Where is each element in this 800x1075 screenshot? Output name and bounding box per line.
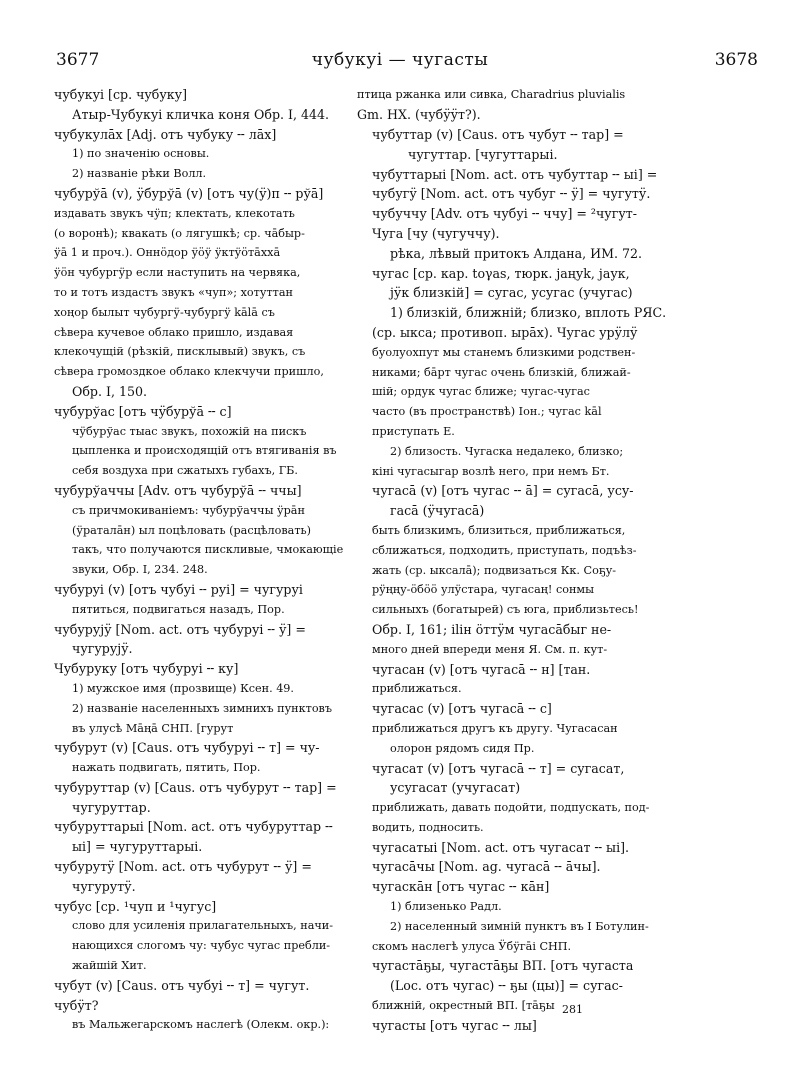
dictionary-line: чугаскāн [отъ чугас ╌ кāн] bbox=[372, 879, 550, 895]
page-number-right: 3678 bbox=[714, 50, 758, 70]
dictionary-line: чугасатыі [Nom. act. отъ чугасат ╌ ыі]. bbox=[372, 839, 630, 855]
signature-number: 281 bbox=[562, 1003, 583, 1016]
dictionary-line: Обр. I, 150. bbox=[72, 383, 147, 399]
dictionary-line: чугастāҕы, чугастāҕы ВП. [отъ чугаста bbox=[372, 958, 634, 974]
dictionary-line: кіні чугасыгар возлѣ него, при немъ Бт. bbox=[372, 464, 610, 478]
dictionary-line: приближаться. bbox=[372, 682, 462, 696]
dictionary-line: чубус [ср. ¹чуп и ¹чугус] bbox=[54, 898, 217, 914]
dictionary-line: 2) близость. Чугаска недалеко, близко; bbox=[390, 444, 624, 458]
running-head: чубукуі — чугасты bbox=[311, 50, 489, 70]
dictionary-line: въ Мальжегарскомъ наслегѣ (Олекм. окр.): bbox=[72, 1018, 330, 1032]
dictionary-line: ӱā 1 и проч.). Оннӧдор ӱӧӱ ӱктӱӧтāххā bbox=[54, 246, 281, 260]
dictionary-line: (ӱраталāн) ыл поцѣловать (расцѣловать) bbox=[72, 523, 311, 537]
dictionary-line: чубуччу [Adv. отъ чубуі ╌ ччу] = ²чугут- bbox=[372, 206, 637, 222]
dictionary-line: чубукулāх [Adj. отъ чубуку ╌ лāх] bbox=[54, 126, 277, 142]
dictionary-line: 1) по значенію основы. bbox=[72, 147, 210, 161]
dictionary-line: часто (въ пространствѣ) Іон.; чугас kāl bbox=[372, 405, 602, 419]
dictionary-line: (Loc. отъ чугас) ╌ ҕы (цы)] = сугас- bbox=[390, 978, 623, 994]
dictionary-line: чугасас (v) [отъ чугасā ╌ с] bbox=[372, 701, 552, 717]
right-column bbox=[372, 125, 765, 1036]
dictionary-line: звуки, Обр. I, 234. 248. bbox=[72, 563, 208, 577]
dictionary-line: чугуттар. [чугуттарыі. bbox=[408, 146, 558, 162]
dictionary-line: 2) названіе населенныхъ зимнихъ пунктовъ bbox=[72, 701, 332, 715]
dictionary-line: чугас [ср. кар. toγas, тюрк. jaңуk, jaук, bbox=[372, 265, 630, 281]
dictionary-line: чубугӱ [Nom. act. отъ чубуг ╌ ӱ] = чугутӱ. bbox=[372, 186, 651, 202]
dictionary-line: чубурyі (v) [отъ чубуі ╌ руі] = чугуруі bbox=[54, 581, 303, 597]
dictionary-line: приступать Е. bbox=[372, 424, 455, 438]
dictionary-line: рѣка, лѣвый притокъ Алдана, ИМ. 72. bbox=[390, 245, 643, 261]
dictionary-line: чубукуі [ср. чубуку] bbox=[54, 87, 187, 102]
dictionary-line: 1) близенько Радл. bbox=[390, 900, 502, 914]
dictionary-line: жайшій Хит. bbox=[72, 959, 147, 973]
dictionary-line: Атыр-Чубукуі кличка коня Обр. I, 444. bbox=[72, 106, 330, 122]
dictionary-line: приближаться другъ къ другу. Чугасасан bbox=[372, 721, 618, 735]
dictionary-line: 1) мужское имя (прозвище) Ксен. 49. bbox=[72, 681, 294, 695]
dictionary-line: буолуохпут мы станемъ близкими родствен- bbox=[372, 345, 636, 359]
dictionary-line: себя воздуха при сжатыхъ губахъ, ГБ. bbox=[72, 464, 298, 478]
dictionary-line: сильныхъ (богатырей) съ юга, приблизьтесь! bbox=[372, 603, 639, 617]
dictionary-line: цыпленка и происходящій отъ втягиванія въ bbox=[72, 444, 337, 458]
dictionary-line: нающихся слогомъ чу: чубус чугас пребли- bbox=[72, 939, 331, 953]
dictionary-line: шій; ордук чугас ближе; чугас-чугас bbox=[372, 385, 590, 399]
dictionary-line: никами; бāрт чугас очень близкій, ближай- bbox=[372, 365, 631, 379]
dictionary-line: (о воронѣ); квакать (о лягушкѣ; ср. чāбыр- bbox=[54, 226, 305, 240]
dictionary-line: съ причмокиваніемъ: чубурўаччы ӱрāн bbox=[72, 503, 305, 517]
dictionary-line: чугасāчы [Nom. ag. чугасā ╌ āчы]. bbox=[372, 859, 601, 875]
dictionary-line: (ср. ыкса; противоп. ырāх). Чугас урӱлӱ bbox=[372, 324, 638, 340]
dictionary-line: чубурўā (v), ӱбурўā (v) [отъ чу(ӱ)п ╌ рўā] bbox=[54, 185, 324, 201]
right-column-continuation bbox=[357, 85, 765, 125]
dictionary-line: сѣвера кучевое облако пришло, издавая bbox=[54, 325, 294, 339]
dictionary-line: издавать звукъ чӱп; клектать, клекотать bbox=[54, 206, 295, 220]
dictionary-line: чубурўас [отъ чӱбурўā ╌ с] bbox=[54, 403, 232, 419]
dictionary-line: чубуруттарыі [Nom. act. отъ чубуруттар ╌ bbox=[54, 819, 333, 835]
dictionary-line: жать (ср. ыксалā); подвизаться Кк. Соҕу- bbox=[372, 563, 617, 577]
dictionary-line: чугурутӱ. bbox=[72, 878, 136, 894]
dictionary-line: чубуруjӱ [Nom. act. отъ чубуруі ╌ ӱ] = bbox=[54, 621, 306, 637]
dictionary-line: чӱбурўас тыас звукъ, похожій на пискъ bbox=[72, 424, 307, 438]
dictionary-line: усугасат (учугасат) bbox=[390, 780, 521, 796]
dictionary-line: сближаться, подходить, приступать, подъѣз- bbox=[372, 543, 637, 557]
dictionary-line: быть близкимъ, близиться, приближаться, bbox=[372, 523, 626, 537]
dictionary-line: чубуруттар (v) [Caus. отъ чубурут ╌ тар] = bbox=[54, 779, 337, 795]
dictionary-line: слово для усиленія прилагательныхъ, начи- bbox=[72, 919, 334, 933]
dictionary-line: хоңор былыт чубургӱ-чубургӱ kālā съ bbox=[54, 305, 275, 319]
left-column bbox=[54, 85, 408, 1035]
dictionary-line: клекочущій (рѣзкій, писклывый) звукъ, съ bbox=[54, 345, 306, 359]
dictionary-line: скомъ наслегѣ улуса Ӱбӱгāі СНП. bbox=[372, 939, 572, 953]
dictionary-line: чугуруjӱ. bbox=[72, 641, 133, 657]
dictionary-line: чубӱт? bbox=[54, 997, 99, 1013]
dictionary-line: приближать, давать подойти, подпускать, под- bbox=[372, 801, 650, 815]
dictionary-line: чубурутӱ [Nom. act. отъ чубурут ╌ ӱ] = bbox=[54, 859, 312, 875]
dictionary-line: 1) близкій, ближній; близко, вплоть РЯС. bbox=[390, 305, 667, 321]
dictionary-line: гасā (ӱчугасā) bbox=[390, 503, 485, 519]
dictionary-line: нажать подвигать, пятить, Пор. bbox=[72, 761, 261, 775]
dictionary-line: много дней впереди меня Я. См. п. кут- bbox=[372, 642, 608, 656]
dictionary-line: Чубуруку [отъ чубуруі ╌ ку] bbox=[54, 661, 239, 677]
dictionary-line: чугасан (v) [отъ чугасā ╌ н] [тан. bbox=[372, 661, 591, 677]
dictionary-line: пятиться, подвигаться назадъ, Пор. bbox=[72, 602, 285, 616]
dictionary-line: jӱк близкій] = сугас, усугас (учугас) bbox=[390, 285, 633, 301]
dictionary-line: ӱӧн чубургӱр если наступить на червяка, bbox=[54, 266, 301, 280]
dictionary-line: чугасты [отъ чугас ╌ лы] bbox=[372, 1017, 537, 1033]
dictionary-line: въ улусѣ Мāңā СНП. [гурут bbox=[72, 721, 234, 735]
dictionary-line: 2) названіе рѣки Волл. bbox=[72, 167, 207, 181]
dictionary-line: то и тотъ издастъ звукъ «чуп»; хотуттан bbox=[54, 285, 293, 299]
dictionary-line: олорон рядомъ сидя Пр. bbox=[390, 741, 535, 755]
dictionary-line: Чуга [чу (чугуччу). bbox=[372, 225, 500, 241]
dictionary-line: чубуттарыі [Nom. act. отъ чубуттар ╌ ыі] = bbox=[372, 166, 658, 182]
dictionary-line: чубут (v) [Caus. отъ чубуі ╌ т] = чугут. bbox=[54, 977, 310, 993]
dictionary-line: чубурут (v) [Caus. отъ чубуруі ╌ т] = чу- bbox=[54, 740, 320, 756]
dictionary-line: рӱңңу-ӧбӧӧ улӱстара, чугасаң! сонмы bbox=[372, 583, 595, 597]
dictionary-line: водить, подносить. bbox=[372, 820, 484, 834]
dictionary-line: ыі] = чугуруттарыі. bbox=[72, 839, 203, 855]
dictionary-line: птица ржанка или сивка, Charadrius pluvialis bbox=[357, 88, 626, 101]
dictionary-line: такъ, что получаются пискливые, чмокающіе bbox=[72, 543, 344, 557]
dictionary-line: ближній, окрестный ВП. [тāҕы bbox=[372, 999, 555, 1013]
dictionary-line: чугасат (v) [отъ чугасā ╌ т] = сугасат, bbox=[372, 760, 625, 776]
dictionary-line: 2) населенный зимній пунктъ въ I Ботулин- bbox=[390, 919, 649, 933]
dictionary-line: чугуруттар. bbox=[72, 799, 151, 815]
dictionary-line: сѣвера громоздкое облако клекчучи пришло, bbox=[54, 365, 324, 379]
dictionary-line: чубуттар (v) [Caus. отъ чубут ╌ тар] = bbox=[372, 127, 624, 142]
page-number-left: 3677 bbox=[56, 50, 100, 70]
dictionary-line: Обр. I, 161; іlін ӧттӱм чугасāбыг не- bbox=[372, 621, 612, 637]
dictionary-line: чугасā (v) [отъ чугас ╌ ā] = сугасā, усу- bbox=[372, 483, 634, 499]
dictionary-line: чубурўаччы [Adv. отъ чубурўā ╌ ччы] bbox=[54, 482, 302, 498]
dictionary-line: Gm. НХ. (чубӱӱт?). bbox=[357, 106, 481, 122]
